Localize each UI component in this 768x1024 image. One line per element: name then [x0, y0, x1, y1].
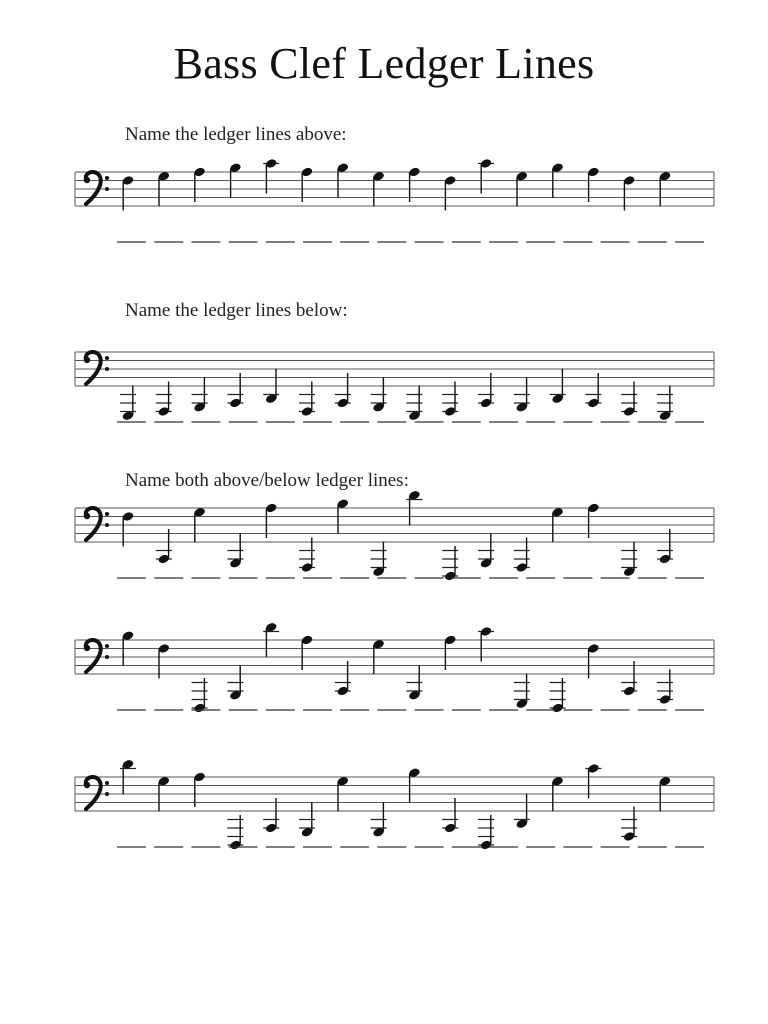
- instruction-ledger-both: Name both above/below ledger lines:: [125, 470, 409, 491]
- staff-4: [0, 608, 768, 748]
- bass-clef-curve: [86, 777, 101, 809]
- note: [263, 158, 279, 194]
- note: [478, 533, 494, 569]
- note: [406, 386, 422, 422]
- note: [585, 373, 601, 409]
- page-title: Bass Clef Ledger Lines: [173, 39, 595, 88]
- note: [192, 678, 208, 714]
- instruction-ledger-below: Name the ledger lines below:: [125, 300, 348, 321]
- bass-clef-head-dot: [84, 177, 90, 183]
- note: [336, 776, 349, 812]
- bass-clef-upper-dot: [105, 356, 109, 360]
- note: [156, 529, 172, 565]
- note: [621, 382, 637, 418]
- note: [122, 630, 135, 666]
- note: [122, 511, 135, 547]
- note: [157, 643, 170, 679]
- note: [551, 162, 564, 198]
- note: [514, 538, 530, 574]
- bass-clef-icon: [84, 172, 109, 204]
- note: [120, 759, 136, 795]
- note: [156, 382, 172, 418]
- note: [371, 542, 387, 578]
- note: [408, 767, 421, 803]
- note: [621, 661, 637, 697]
- note: [406, 665, 422, 701]
- bass-clef-head-dot: [84, 645, 90, 651]
- note: [263, 798, 279, 834]
- note: [442, 546, 458, 582]
- note: [657, 670, 673, 706]
- staff-1: [0, 140, 768, 280]
- staff-2: [0, 320, 768, 460]
- note: [621, 542, 637, 578]
- bass-clef-upper-dot: [105, 644, 109, 648]
- note: [406, 490, 422, 526]
- note: [587, 643, 600, 679]
- note: [585, 763, 601, 799]
- bass-clef-lower-dot: [105, 792, 109, 796]
- bass-clef-head-dot: [84, 513, 90, 519]
- note: [229, 162, 242, 198]
- bass-clef-lower-dot: [105, 523, 109, 527]
- note: [478, 158, 494, 194]
- note: [263, 369, 279, 405]
- note: [301, 166, 314, 202]
- bass-clef-curve: [86, 352, 101, 384]
- note: [371, 802, 387, 838]
- note: [478, 815, 494, 851]
- note: [657, 529, 673, 565]
- note: [335, 661, 351, 697]
- note: [157, 776, 170, 812]
- note: [193, 166, 206, 202]
- note: [122, 175, 135, 211]
- note: [659, 776, 672, 812]
- staff-3: [0, 476, 768, 616]
- bass-clef-lower-dot: [105, 367, 109, 371]
- note: [550, 678, 566, 714]
- note: [299, 538, 315, 574]
- note: [372, 171, 385, 207]
- note: [514, 794, 530, 830]
- note: [193, 771, 206, 807]
- bass-clef-curve: [86, 640, 101, 672]
- note: [263, 622, 279, 658]
- note: [227, 533, 243, 569]
- note: [550, 369, 566, 405]
- note: [587, 166, 600, 202]
- note: [478, 373, 494, 409]
- note: [336, 498, 349, 534]
- note: [514, 377, 530, 413]
- note: [372, 639, 385, 675]
- note: [515, 171, 528, 207]
- note: [336, 162, 349, 198]
- bass-clef-upper-dot: [105, 781, 109, 785]
- note: [623, 175, 636, 211]
- note: [551, 507, 564, 543]
- note: [657, 386, 673, 422]
- bass-clef-lower-dot: [105, 655, 109, 659]
- bass-clef-head-dot: [84, 357, 90, 363]
- note: [621, 807, 637, 843]
- staff-5: [0, 745, 768, 885]
- instruction-ledger-above: Name the ledger lines above:: [125, 124, 347, 145]
- note: [444, 634, 457, 670]
- bass-clef-icon: [84, 508, 109, 540]
- note: [265, 502, 278, 538]
- note: [227, 815, 243, 851]
- bass-clef-head-dot: [84, 782, 90, 788]
- bass-clef-curve: [86, 172, 101, 204]
- note: [371, 377, 387, 413]
- note: [227, 665, 243, 701]
- note: [299, 382, 315, 418]
- note: [659, 171, 672, 207]
- note: [442, 382, 458, 418]
- note: [478, 626, 494, 662]
- bass-clef-upper-dot: [105, 512, 109, 516]
- bass-clef-icon: [84, 640, 109, 672]
- note: [192, 377, 208, 413]
- note: [551, 776, 564, 812]
- note: [301, 634, 314, 670]
- note: [587, 502, 600, 538]
- bass-clef-lower-dot: [105, 187, 109, 191]
- note: [157, 171, 170, 207]
- bass-clef-curve: [86, 508, 101, 540]
- note: [227, 373, 243, 409]
- note: [193, 507, 206, 543]
- note: [514, 674, 530, 710]
- note: [408, 166, 421, 202]
- note: [335, 373, 351, 409]
- note: [444, 175, 457, 211]
- note: [120, 386, 136, 422]
- bass-clef-icon: [84, 777, 109, 809]
- bass-clef-upper-dot: [105, 176, 109, 180]
- note: [442, 798, 458, 834]
- bass-clef-icon: [84, 352, 109, 384]
- note: [299, 802, 315, 838]
